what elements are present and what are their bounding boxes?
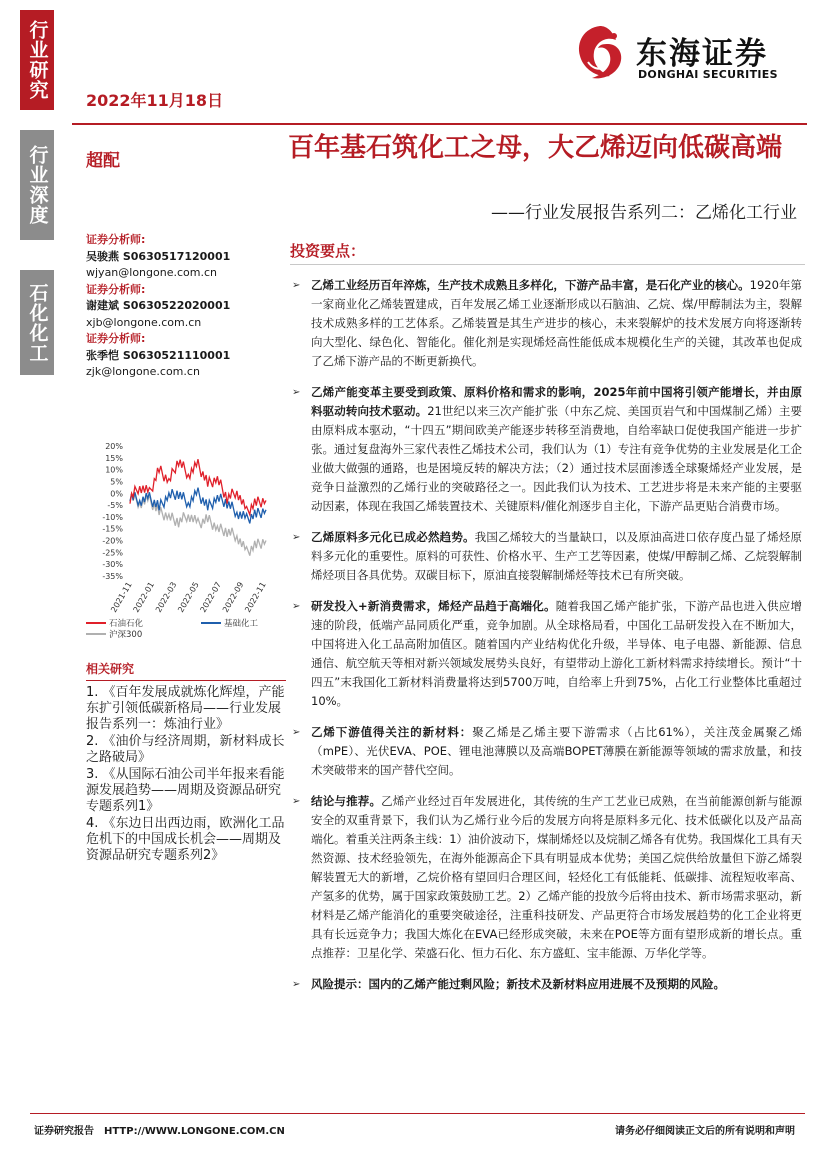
arrow-bullet-icon: ➢ xyxy=(292,280,301,291)
rating: 超配 xyxy=(86,151,120,171)
keypoint-lead: 风险提示：国内的乙烯产能过剩风险；新技术及新材料应用进展不及预期的风险。 xyxy=(311,977,725,991)
report-subtitle: ——行业发展报告系列二：乙烯化工行业 xyxy=(491,203,797,223)
arrow-bullet-icon: ➢ xyxy=(292,796,301,807)
keypoint-lead: 乙烯下游值得关注的新材料： xyxy=(311,725,473,739)
related-item[interactable]: 2. 《油价与经济周期，新材料成长之路破局》 xyxy=(86,734,285,765)
keypoint-text: 21世纪以来三次产能扩张（中东乙烷、美国页岩气和中国煤制乙烯）主要由原料成本驱动，“十四五”期间欧美产能逐步转移至消费地，自给率缺口促使我国产能进一步扩张。通过复盘海外三家代表性乙烯技术公司，我们认为（1）专注有竞争优势的主业发展是化工企业做大做强的通路，也是困境反转的解决方法；（2）通过技术层面渗透全球聚烯烃产业发展，是竞争日益激烈的乙烯行业的突破路径之一。因此我们认为技术、工艺进步将是未来产能的主要驱动因素，体现在我国乙烯装置技术、关键原料/催化剂逐步自主化，下游产品更贴合消费市场。 xyxy=(311,404,802,513)
keypoint-text: 乙烯产业经过百年发展进化，其传统的生产工艺业已成熟，在当前能源创新与能源安全的双重背景下，我们认为乙烯行业今后的发展方向将是原料多元化、技术低碳化以及产品高端化。着重关注两条主线：1）油价波动下，煤制烯烃以及烷制乙烯各有优势。我国煤化工具有天然资源、技术经验领先，在海外能源高企下具有明显成本优势；美国乙烷供给放量但下游乙烯裂解装置无大的新增，乙烷价格有望回归合理区间，轻烃化工有低能耗、低碳排、流程短收率高、产氢多的优势，属于国家政策鼓励工艺。2）乙烯产能的投放今后将由技术、新市场需求驱动，新材料是乙烯产能消化的重要突破途径，注重科技研发、产品更符合市场发展趋势的化工企业将更具有长远竞争力；我国大炼化在EVA已经形成突破，未来在POE等方面有望形成新的增长点。重点推荐：卫星化学、荣盛石化、恒力石化、东方盛虹、宝丰能源、万华化学等。 xyxy=(311,794,802,960)
keypoint-lead: 研发投入+新消费需求，烯烃产品趋于高端化。 xyxy=(311,599,556,613)
x-tick-label: 2022-01 xyxy=(131,580,157,614)
analyst-2 xyxy=(86,282,266,332)
y-tick-label: -15% xyxy=(102,524,123,534)
related-item[interactable]: 1. 《百年发展成就炼化辉煌，产能东扩引领低碳新格局——行业发展报告系列一：炼油行业》 xyxy=(86,685,285,732)
footer-url[interactable]: HTTP://WWW.LONGONE.COM.CN xyxy=(104,1126,285,1137)
footer-disclaimer: 请务必仔细阅读正文后的所有说明和声明 xyxy=(615,1126,795,1137)
keypoint-text: 1920年第一家商业化乙烯装置建成，百年发展乙烯工业逐渐形成以石脑油、乙烷、煤/甲醇制法为主，裂解技术成熟多样的工艺体系。乙烯装置是其生产进步的核心，未来裂解炉的技术发展方向将逐渐转向大型化、绿色化、智能化。催化剂是实现烯烃高性能低成本规模化生产的关键，其改革也促成了乙烯下游产品的不断更新换代。 xyxy=(311,278,802,368)
keypoints-divider xyxy=(290,264,805,265)
keypoint-item xyxy=(290,528,802,585)
x-tick-label: 2021-11 xyxy=(109,580,134,614)
keypoint-item xyxy=(290,975,802,994)
y-tick-label: -5% xyxy=(107,501,123,511)
analyst-1 xyxy=(86,232,266,282)
report-date: 2022年11月18日 xyxy=(86,91,224,110)
tag-sector xyxy=(20,270,54,375)
analyst-name-license xyxy=(86,249,266,266)
analyst-license: S0630522020001 xyxy=(122,299,231,312)
legend-label: 沪深300 xyxy=(109,630,143,640)
legend-label: 石油石化 xyxy=(109,619,144,629)
footer-left xyxy=(34,1122,285,1137)
y-tick-label: 0% xyxy=(110,489,123,499)
series-line-石油石化 xyxy=(130,459,266,515)
x-tick-label: 2022-07 xyxy=(198,580,224,614)
x-tick-label: 2022-05 xyxy=(176,580,201,614)
x-tick-label: 2022-09 xyxy=(220,580,246,614)
related-item[interactable]: 3. 《从国际石油公司半年报来看能源发展趋势——周期及资源品研究专题系列1》 xyxy=(86,767,285,814)
logo-chinese: 东海证券 xyxy=(636,36,768,72)
keypoints-list xyxy=(290,276,802,994)
analyst-license: S0630521110001 xyxy=(122,348,231,362)
keypoint-item xyxy=(290,597,802,711)
keypoint-text: 我国乙烯较大的当量缺口，以及原油高进口依存度凸显了烯烃原料多元化的重要性。原料的可获性、价格水平、生产工艺等因素，使煤/甲醇制乙烯、乙烷裂解制烯烃项目各具优势。双碳目标下，原油直接裂解制烯烃等技术已有所突破。 xyxy=(311,530,802,582)
analyst-name-license xyxy=(86,298,266,315)
logo-english: DONGHAI SECURITIES xyxy=(638,68,778,81)
tag-industry-research xyxy=(20,10,54,110)
keypoint-item xyxy=(290,723,802,780)
arrow-bullet-icon: ➢ xyxy=(292,979,301,990)
related-item[interactable]: 4. 《东边日出西边雨，欧洲化工品危机下的中国成长机会——周期及资源品研究专题系列2》 xyxy=(86,816,285,863)
keypoint-lead: 结论与推荐。 xyxy=(311,794,382,808)
footer-report-type: 证券研究报告 xyxy=(34,1126,94,1137)
analyst-name-license xyxy=(86,348,266,365)
keypoints-heading: 投资要点： xyxy=(290,242,366,260)
analyst-email[interactable]: wjyan@longone.com.cn xyxy=(86,266,217,279)
analyst-email[interactable]: zjk@longone.com.cn xyxy=(86,365,200,378)
legend-label: 基础化工 xyxy=(224,619,259,629)
series-line-沪深300 xyxy=(130,494,266,556)
y-tick-label: 5% xyxy=(110,477,123,487)
keypoint-text: 随着我国乙烯产能扩张，下游产品也进入供应增速的阶段，低端产品同质化严重，竞争加剧。从全球格局看，中国化工品研发投入在不断加大，中国将进入化工品高附加值区。随着国内产业结构优化升级，半导体、电子电器、新能源、信息通信、航空航天等相对新兴领域发展势头良好，有望带动上游化工新材料需求持续增长。预计“十四五”末我国化工新材料消费量将达到5700万吨，自给率上升到75%，占化工行业整体比重超过10%。 xyxy=(311,599,802,708)
keypoint-item xyxy=(290,276,802,371)
y-tick-label: -25% xyxy=(102,548,123,558)
arrow-bullet-icon: ➢ xyxy=(292,532,301,543)
arrow-bullet-icon: ➢ xyxy=(292,727,301,738)
analyst-name: 谢建斌 xyxy=(86,299,119,312)
arrow-bullet-icon: ➢ xyxy=(292,387,301,398)
company-logo xyxy=(570,18,800,88)
performance-chart-svg xyxy=(84,438,274,643)
analyst-role: 证券分析师: xyxy=(86,332,146,345)
y-tick-label: 10% xyxy=(105,465,123,475)
analyst-license: S0630517120001 xyxy=(122,249,231,263)
tag-industry-research-label: 行业研究 xyxy=(26,20,49,100)
y-tick-label: -30% xyxy=(102,560,123,570)
x-tick-label: 2022-03 xyxy=(153,580,179,614)
analyst-role: 证券分析师: xyxy=(86,282,146,296)
y-tick-label: -35% xyxy=(102,572,123,581)
analyst-3 xyxy=(86,331,266,381)
tag-industry-depth xyxy=(20,130,54,240)
keypoint-lead: 乙烯工业经历百年淬炼，生产技术成熟且多样化，下游产品丰富，是石化产业的核心。 xyxy=(311,278,750,292)
y-tick-label: 20% xyxy=(105,442,123,451)
keypoint-text: 聚乙烯是乙烯主要下游需求（占比61%），关注茂金属聚乙烯（mPE）、光伏EVA、POE、锂电池薄膜以及高端BOPET薄膜在新能源等领域的需求放量，和技术突破带来的国产替代空间。 xyxy=(311,725,803,777)
x-tick-label: 2022-11 xyxy=(243,580,268,614)
header-divider xyxy=(72,123,807,125)
y-tick-label: -10% xyxy=(102,512,123,522)
analyst-name: 吴骏燕 xyxy=(86,249,119,263)
analyst-role: 证券分析师: xyxy=(86,233,146,246)
related-research xyxy=(86,660,286,865)
tag-sector-label: 石化化工 xyxy=(26,282,49,363)
arrow-bullet-icon: ➢ xyxy=(292,601,301,612)
y-tick-label: -20% xyxy=(102,536,123,546)
analyst-list xyxy=(86,232,266,381)
footer-divider xyxy=(30,1113,805,1114)
tag-industry-depth-label: 行业深度 xyxy=(26,145,49,225)
keypoint-lead: 乙烯原料多元化已成必然趋势。 xyxy=(311,530,475,544)
y-tick-label: 15% xyxy=(105,453,123,463)
keypoint-lead: 乙烯产能变革主要受到政策、原料价格和需求的影响，2025年前中国将引领产能增长，并由原料驱动转向技术驱动。 xyxy=(311,385,802,418)
keypoint-item xyxy=(290,792,802,963)
report-title: 百年基石筑化工之母，大乙烯迈向低碳高端 xyxy=(288,133,783,163)
analyst-email[interactable]: xjb@longone.com.cn xyxy=(86,315,202,329)
analyst-name: 张季恺 xyxy=(86,348,119,362)
performance-chart xyxy=(84,438,274,643)
related-research-heading: 相关研究 xyxy=(86,660,286,681)
keypoint-item xyxy=(290,383,802,516)
dragon-logo-icon xyxy=(570,22,630,84)
